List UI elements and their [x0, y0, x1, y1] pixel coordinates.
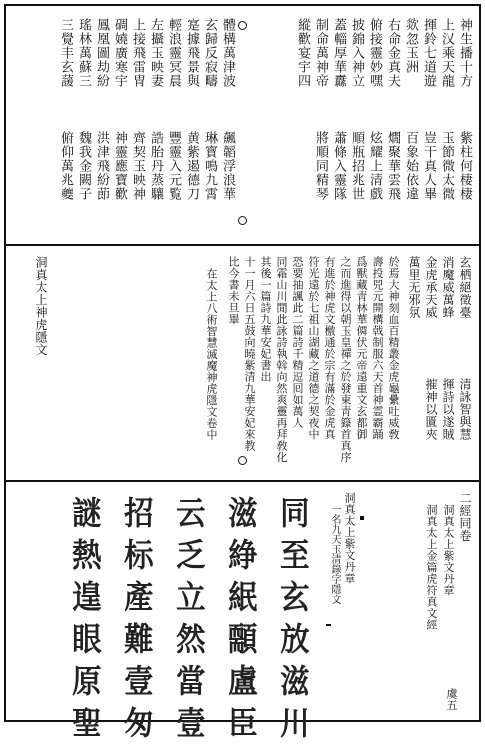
- poem-column: 將順同精琴: [313, 131, 328, 201]
- poem-column: 誥胎丹蒸驤: [148, 131, 163, 201]
- poem-column: 飆韜浮浪華: [220, 131, 235, 201]
- volume-header: 二經同卷: [458, 492, 472, 542]
- poem-column: 俯接靈妙嘿: [367, 18, 382, 88]
- poem-column: 燗聚華雲飛: [385, 131, 400, 201]
- seal-script-column: 招标產難壹匆: [119, 496, 155, 748]
- text-column: 消魔威萬蜂: [441, 256, 455, 319]
- poem-column: 齊契玉映神: [130, 131, 145, 201]
- poem-column: 黄紫遏德刀: [184, 131, 199, 201]
- scripture-title: 洞真太上紫文丹章: [343, 492, 356, 584]
- ink-mark: [360, 516, 364, 520]
- poem-column: 左攝玉映妻: [148, 18, 163, 88]
- section-divider: [6, 244, 479, 246]
- poem-column: 碉嬈廣寒宇: [112, 18, 127, 88]
- poem-column: 披錦入神立: [349, 18, 364, 88]
- poem-column: 豐靈入元覧: [166, 131, 181, 201]
- poem-column: 輕浪靈冥晨: [166, 18, 181, 88]
- poem-column: 鳳凰圖劫紛: [94, 18, 109, 88]
- text-column: 十一月六日五鼓向曉紫清九華安妃來教: [243, 256, 256, 452]
- poem-column: 豈干真人畢: [421, 131, 436, 201]
- poem-column: 寔據飛景與: [184, 18, 199, 88]
- poem-column: 體構萬津波: [220, 18, 235, 88]
- text-column: 在太上八術智慧滅魔神虎隱文卷中: [205, 268, 218, 441]
- page-number: 虞五: [445, 688, 458, 711]
- text-column: 符光遠於七祖山湖藏之道德之契夜中: [307, 256, 320, 440]
- text-column: 之而進得以朝玉皇禪之於發東靑籙首真序: [339, 256, 352, 463]
- poem-column: 炫耀上清戲: [367, 131, 382, 201]
- poem-column: 制命萬神帝: [313, 18, 328, 88]
- text-column: 有進於神虎文檄通於宗有滿於金虎真: [323, 256, 336, 440]
- text-column: 其後一篇詩九華安妃書出: [259, 256, 272, 383]
- seal-script-column: 謎熱遑眼原聖: [67, 496, 103, 748]
- text-column: 玄栖絕徵臺: [458, 256, 472, 319]
- poem-column: 揮鈴七道遊: [421, 18, 436, 88]
- scripture-title: 洞真太上金篇虎符真文經: [425, 504, 438, 631]
- poem-column: 三覺丰玄蘐: [58, 18, 73, 88]
- poem-column: 上接飛雷冑: [130, 18, 145, 88]
- binding-hole-icon: [238, 21, 247, 30]
- text-column: 比今書未旦畢: [227, 256, 240, 325]
- poem-column: 紫柱何棲棲: [457, 131, 472, 201]
- poem-column: 玉節微太微: [439, 131, 454, 201]
- poem-column: 順瓶招兆世: [349, 131, 364, 201]
- seal-script-column: 云乏立然當壹: [171, 496, 207, 748]
- poem-column: 百象始依違: [403, 131, 418, 201]
- text-column: 萬里无邪氛: [407, 256, 421, 319]
- poem-column: 上㲼乘天龍: [439, 18, 454, 88]
- poem-column: 蕭條入靈隊: [331, 131, 346, 201]
- poem-column: 琳寳鳴九霄: [202, 131, 217, 201]
- poem-column: 右命金真夫: [385, 18, 400, 88]
- text-column: 金虎承天威: [424, 256, 438, 319]
- poem-column: 魏我金闕子: [76, 131, 91, 201]
- binding-hole-icon: [238, 216, 247, 225]
- binding-hole-icon: [238, 456, 247, 465]
- text-column: 爲獸藏靑林華僲伏元帝遠重文玄都御: [355, 256, 368, 440]
- poem-column: 縱歡宴宇四: [295, 18, 310, 88]
- text-column: 清詠智與慧: [458, 378, 472, 441]
- poem-column: 神靈應寶歡: [112, 131, 127, 201]
- poem-column: 俯仰萬兆夔: [58, 131, 73, 201]
- text-column: 於焉大神刻血百精叢金虎龜纍吐威敎: [387, 256, 400, 440]
- scripture-subtitle: 一名九天玉清錄字隱文: [329, 504, 340, 604]
- ink-mark: [326, 624, 331, 626]
- poem-column: 欻忽玉洲: [403, 18, 418, 74]
- section-divider: [6, 480, 479, 482]
- section-title: 洞真太上神虎隱文: [34, 256, 48, 356]
- text-column: 同霜山川閒此詠詩執斡向然爽靈再拜敎化: [275, 256, 288, 463]
- scripture-title: 洞真太上紫文丹章: [442, 504, 455, 596]
- poem-column: 蓋輜厚華纛: [331, 18, 346, 88]
- text-column: 揮詩以遂賊: [441, 378, 455, 441]
- poem-column: 瑤林萬蘇三: [76, 18, 91, 88]
- seal-script-column: 同至玄放滋川: [275, 496, 311, 748]
- text-column: 恐要抽諷此二篇詩千精逗囘如萬人: [291, 256, 304, 429]
- scripture-page: [4, 4, 481, 748]
- text-column: 壽投兕元開構戟制服六天首神霊霸踊: [371, 256, 384, 440]
- poem-column: 洪津飛紛莭: [94, 131, 109, 201]
- text-column: 摧神以匱夾: [424, 378, 438, 441]
- poem-column: 神生播十方: [457, 18, 472, 88]
- seal-script-column: 滋䋫䋋䫱盧臣: [223, 496, 259, 748]
- poem-column: 玄歸反寂疇: [202, 18, 217, 88]
